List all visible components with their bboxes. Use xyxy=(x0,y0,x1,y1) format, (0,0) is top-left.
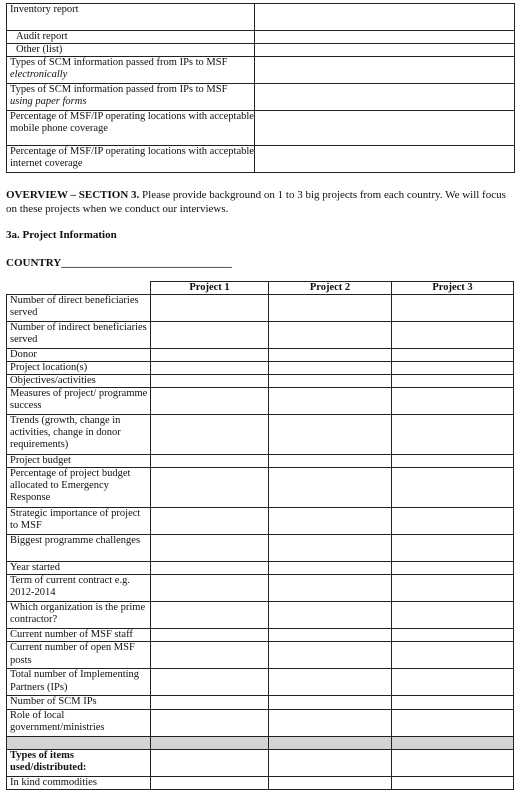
row-label: Role of local government/ministries xyxy=(7,709,151,736)
project-2-cell[interactable] xyxy=(269,388,392,415)
table-row xyxy=(7,468,514,508)
project-3-cell[interactable] xyxy=(392,322,514,349)
project-3-cell[interactable] xyxy=(392,362,514,375)
answer-cell[interactable] xyxy=(255,44,515,57)
row-label: Term of current contract e.g. 2012-2014 xyxy=(7,575,151,602)
row-label: Number of indirect beneficiaries served xyxy=(7,322,151,349)
header-blank-cell xyxy=(7,282,151,295)
table-row xyxy=(7,642,514,669)
row-label-text: Inventory report xyxy=(10,4,79,15)
row-label xyxy=(7,4,255,31)
project-3-cell xyxy=(392,736,514,749)
row-label xyxy=(7,146,255,173)
project-1-cell[interactable] xyxy=(151,642,269,669)
project-2-cell[interactable] xyxy=(269,696,392,709)
project-1-cell[interactable] xyxy=(151,709,269,736)
project-1-cell[interactable] xyxy=(151,749,269,776)
project-2-cell[interactable] xyxy=(269,362,392,375)
row-label: Measures of project/ programme success xyxy=(7,388,151,415)
row-label: Donor xyxy=(7,349,151,362)
answer-cell[interactable] xyxy=(255,84,515,111)
project-3-cell[interactable] xyxy=(392,375,514,388)
row-label: Number of direct beneficiaries served xyxy=(7,295,151,322)
table-row xyxy=(7,508,514,535)
table-row xyxy=(7,375,514,388)
table-row xyxy=(7,602,514,629)
row-label: Number of SCM IPs xyxy=(7,696,151,709)
header-project-1: Project 1 xyxy=(151,282,269,295)
project-1-cell[interactable] xyxy=(151,696,269,709)
answer-cell[interactable] xyxy=(255,57,515,84)
project-1-cell[interactable] xyxy=(151,575,269,602)
project-2-cell[interactable] xyxy=(269,749,392,776)
project-1-cell[interactable] xyxy=(151,562,269,575)
row-label: Objectives/activities xyxy=(7,375,151,388)
project-2-cell[interactable] xyxy=(269,575,392,602)
overview-section-3 xyxy=(6,189,514,217)
row-label-qualifier: using paper forms xyxy=(10,96,87,108)
project-3-cell[interactable] xyxy=(392,642,514,669)
answer-cell[interactable] xyxy=(255,111,515,146)
project-3-cell[interactable] xyxy=(392,629,514,642)
project-1-cell[interactable] xyxy=(151,415,269,455)
table-row xyxy=(7,31,515,44)
project-2-cell[interactable] xyxy=(269,295,392,322)
row-label-text: Other (list) xyxy=(16,44,63,56)
project-1-cell[interactable] xyxy=(151,295,269,322)
row-label: In kind commodities xyxy=(7,776,151,789)
project-information-table xyxy=(6,281,514,790)
row-label xyxy=(7,736,151,749)
table-row xyxy=(7,57,515,84)
row-label: Percentage of project budget allocated to Emergency Response xyxy=(7,468,151,508)
row-label: Which organization is the prime contractor? xyxy=(7,602,151,629)
project-2-cell[interactable] xyxy=(269,709,392,736)
project-1-cell xyxy=(151,736,269,749)
row-label: Total number of Implementing Partners (IPs) xyxy=(7,669,151,696)
project-2-cell[interactable] xyxy=(269,322,392,349)
section-heading: 3a. Project Information xyxy=(6,229,117,241)
project-1-cell[interactable] xyxy=(151,629,269,642)
table-row xyxy=(7,669,514,696)
project-2-cell[interactable] xyxy=(269,562,392,575)
row-label: Strategic importance of project to MSF xyxy=(7,508,151,535)
project-3-cell[interactable] xyxy=(392,388,514,415)
row-label xyxy=(7,84,255,111)
project-3-cell[interactable] xyxy=(392,709,514,736)
project-1-cell[interactable] xyxy=(151,535,269,562)
project-3-cell[interactable] xyxy=(392,415,514,455)
project-2-cell[interactable] xyxy=(269,629,392,642)
project-2-cell[interactable] xyxy=(269,669,392,696)
table-row xyxy=(7,362,514,375)
project-3-cell[interactable] xyxy=(392,776,514,789)
project-1-cell[interactable] xyxy=(151,322,269,349)
table-row xyxy=(7,388,514,415)
table-row xyxy=(7,84,515,111)
project-3-cell[interactable] xyxy=(392,468,514,508)
project-1-cell[interactable] xyxy=(151,362,269,375)
row-label xyxy=(7,57,255,84)
project-2-cell[interactable] xyxy=(269,349,392,362)
project-3-cell[interactable] xyxy=(392,455,514,468)
table-row xyxy=(7,349,514,362)
project-3-cell[interactable] xyxy=(392,535,514,562)
project-3-cell[interactable] xyxy=(392,295,514,322)
project-1-cell[interactable] xyxy=(151,468,269,508)
overview-body: Please provide background on 1 to 3 big projects from each country. We will focus on these projects when we conduct our interviews. xyxy=(6,189,506,215)
table-row xyxy=(7,749,514,776)
header-project-3: Project 3 xyxy=(392,282,514,295)
row-label-text: Audit report xyxy=(16,31,68,42)
row-label-qualifier: electronically xyxy=(10,69,68,81)
table-row xyxy=(7,535,514,562)
project-3-cell[interactable] xyxy=(392,669,514,696)
project-3-cell[interactable] xyxy=(392,508,514,535)
answer-cell[interactable] xyxy=(255,31,515,44)
project-1-cell[interactable] xyxy=(151,375,269,388)
project-2-cell[interactable] xyxy=(269,415,392,455)
project-3-cell[interactable] xyxy=(392,696,514,709)
row-label: Types of items used/distributed: xyxy=(7,749,151,776)
row-label: Project location(s) xyxy=(7,362,151,375)
answer-cell[interactable] xyxy=(255,4,515,31)
project-3-cell[interactable] xyxy=(392,562,514,575)
project-2-cell[interactable] xyxy=(269,375,392,388)
table-header-row xyxy=(7,282,514,295)
table-row xyxy=(7,696,514,709)
project-1-cell[interactable] xyxy=(151,776,269,789)
table-row xyxy=(7,736,514,749)
row-label xyxy=(7,111,255,146)
table-row xyxy=(7,111,515,146)
project-1-cell[interactable] xyxy=(151,508,269,535)
answer-cell[interactable] xyxy=(255,146,515,173)
row-label xyxy=(7,44,255,57)
row-label xyxy=(7,31,255,44)
project-1-cell[interactable] xyxy=(151,388,269,415)
project-1-cell[interactable] xyxy=(151,602,269,629)
project-3-cell[interactable] xyxy=(392,575,514,602)
project-3-cell[interactable] xyxy=(392,749,514,776)
project-3-cell[interactable] xyxy=(392,602,514,629)
row-label-text: Types of SCM information passed from IPs to MSF xyxy=(10,84,228,96)
table-row xyxy=(7,415,514,455)
table-row xyxy=(7,146,515,173)
project-1-cell[interactable] xyxy=(151,669,269,696)
row-label: Project budget xyxy=(7,455,151,468)
project-3-cell[interactable] xyxy=(392,349,514,362)
table-row xyxy=(7,455,514,468)
project-1-cell[interactable] xyxy=(151,349,269,362)
table-row xyxy=(7,44,515,57)
project-2-cell[interactable] xyxy=(269,602,392,629)
project-2-cell[interactable] xyxy=(269,535,392,562)
table-row xyxy=(7,629,514,642)
project-2-cell xyxy=(269,736,392,749)
table-row xyxy=(7,562,514,575)
project-2-cell[interactable] xyxy=(269,508,392,535)
row-label: Year started xyxy=(7,562,151,575)
project-2-cell[interactable] xyxy=(269,455,392,468)
project-2-cell[interactable] xyxy=(269,776,392,789)
table-row xyxy=(7,776,514,789)
country-field-label: COUNTRY_______________________________ xyxy=(6,257,232,269)
table-row xyxy=(7,575,514,602)
table-row xyxy=(7,709,514,736)
row-label: Current number of open MSF posts xyxy=(7,642,151,669)
row-label: Current number of MSF staff xyxy=(7,629,151,642)
header-project-2: Project 2 xyxy=(269,282,392,295)
table-row xyxy=(7,295,514,322)
row-label-text: Percentage of MSF/IP operating locations with acceptable internet coverage xyxy=(10,146,254,170)
project-2-cell[interactable] xyxy=(269,642,392,669)
table-row xyxy=(7,322,514,349)
table-row xyxy=(7,4,515,31)
scm-info-table xyxy=(6,3,515,173)
row-label-text: Types of SCM information passed from IPs to MSF xyxy=(10,57,228,69)
row-label-text: Percentage of MSF/IP operating locations with acceptable mobile phone coverage xyxy=(10,111,254,135)
row-label: Trends (growth, change in activities, change in donor requirements) xyxy=(7,415,151,455)
row-label: Biggest programme challenges xyxy=(7,535,151,562)
overview-lead: OVERVIEW – SECTION 3. xyxy=(6,189,140,201)
project-1-cell[interactable] xyxy=(151,455,269,468)
project-2-cell[interactable] xyxy=(269,468,392,508)
